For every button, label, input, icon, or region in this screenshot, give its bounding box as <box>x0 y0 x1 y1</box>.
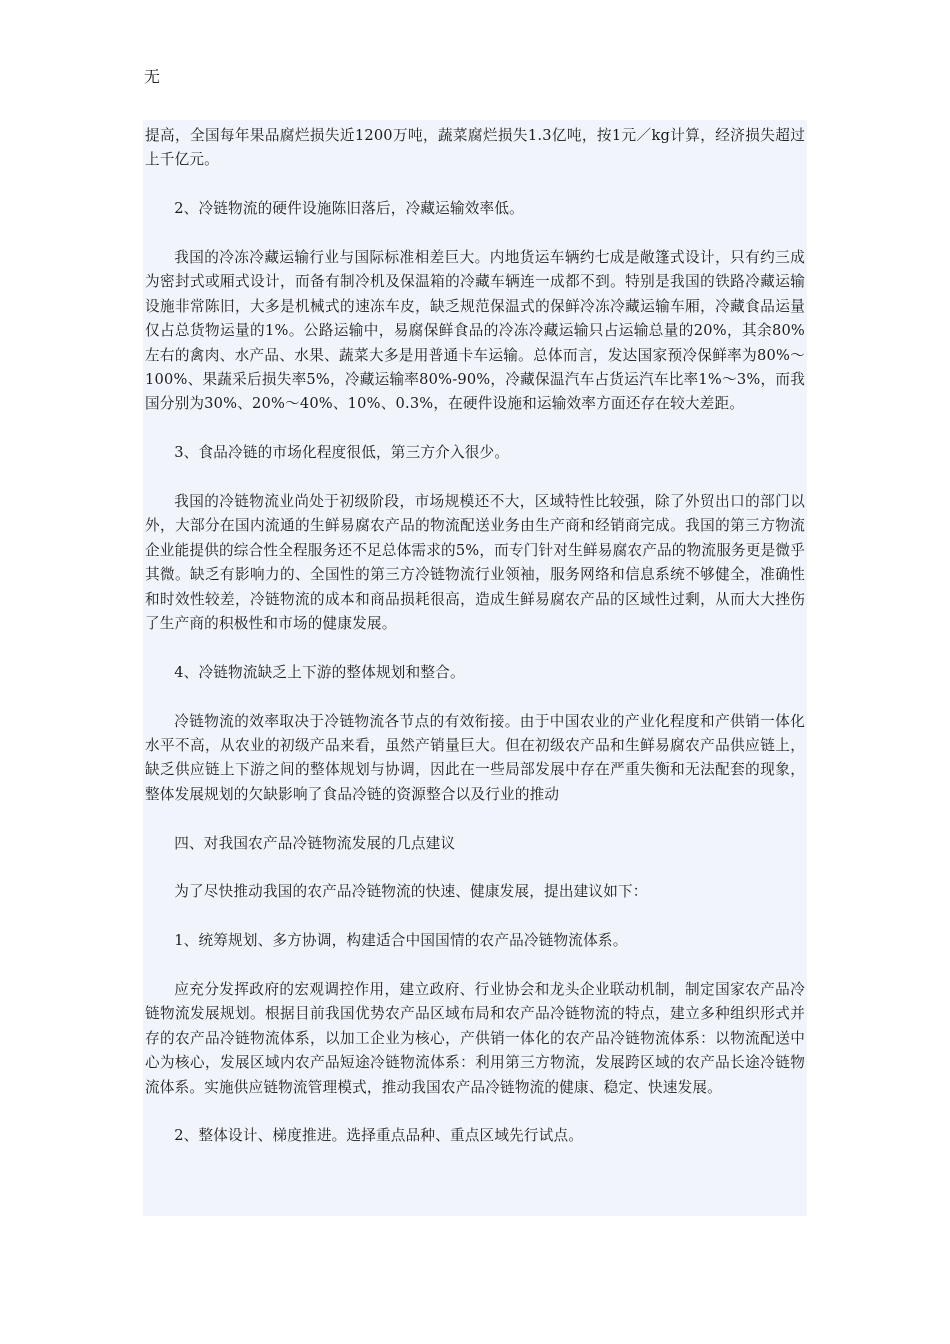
paragraph-hardware-facilities: 我国的冷冻冷藏运输行业与国际标准相差巨大。内地货运车辆约七成是敞篷式设计，只有约三成为密封式或厢式设计，而备有制冷机及保温箱的冷藏车辆连一成都不到。特别是我国的铁路冷藏运输设施非常陈旧，大多是机械式的速冻车皮，缺乏规范保温式的保鲜冷冻冷藏运输车厢，冷藏食品运量仅占总货物运量的1%。公路运输中，易腐保鲜食品的冷冻冷藏运输只占运输总量的20%，其余80%左右的禽肉、水产品、水果、蔬菜大多是用普通卡车运输。总体而言，发达国家预冷保鲜率为80%～100%、果蔬采后损失率5%，冷藏运输率80%-90%，冷藏保温汽车占货运汽车比率1%～3%，而我国分别为30%、20%～40%、10%、0.3%，在硬件设施和运输效率方面还存在较大差距。 <box>145 249 805 413</box>
heading-planning-integration: 4、冷链物流缺乏上下游的整体规划和整合。 <box>174 663 465 681</box>
document-body <box>145 124 805 1149</box>
heading-suggestion-2: 2、整体设计、梯度推进。选择重点品种、重点区域先行试点。 <box>174 1127 584 1145</box>
paragraph-suggestions-intro: 为了尽快推动我国的农产品冷链物流的快速、健康发展，提出建议如下： <box>174 883 648 901</box>
paragraph-losses-continuation: 提高，全国每年果品腐烂损失近1200万吨，蔬菜腐烂损失1.3亿吨，按1元／kg计算，经济损失超过上千亿元。 <box>145 127 805 169</box>
paragraph-planning-integration: 冷链物流的效率取决于冷链物流各节点的有效衔接。由于中国农业的产业化程度和产供销一体化水平不高，从农业的初级产品来看，虽然产销量巨大。但在初级农产品和生鲜易腐农产品供应链上，缺乏供应链上下游之间的整体规划与协调，因此在一些局部发展中存在严重失衡和无法配套的现象，整体发展规划的欠缺影响了食品冷链的资源整合以及行业的推动 <box>145 712 805 803</box>
page-header-mark: 无 <box>144 67 161 86</box>
paragraph-marketization: 我国的冷链物流业尚处于初级阶段，市场规模还不大，区域特性比较强，除了外贸出口的部门以外，大部分在国内流通的生鲜易腐农产品的物流配送业务由生产商和经销商完成。我国的第三方物流企业能提供的综合性全程服务还不足总体需求的5%，而专门针对生鲜易腐农产品的物流服务更是微乎其微。缺乏有影响力的、全国性的第三方冷链物流行业领袖，服务网络和信息系统不够健全，准确性和时效性较差，冷链物流的成本和商品损耗很高，造成生鲜易腐农产品的区域性过剩，从而大大挫伤了生产商的积极性和市场的健康发展。 <box>145 493 805 633</box>
paragraph-suggestion-1: 应充分发挥政府的宏观调控作用，建立政府、行业协会和龙头企业联动机制，制定国家农产品冷链物流发展规划。根据目前我国优势农产品区域布局和农产品冷链物流的特点，建立多种组织形式并存的农产品冷链物流体系，以加工企业为核心，产供销一体化的农产品冷链物流体系：以物流配送中心为核心，发展区域内农产品短途冷链物流体系：利用第三方物流，发展跨区域的农产品长途冷链物流体系。实施供应链物流管理模式，推动我国农产品冷链物流的健康、稳定、快速发展。 <box>145 981 805 1096</box>
heading-hardware-facilities: 2、冷链物流的硬件设施陈旧落后，冷藏运输效率低。 <box>174 200 524 218</box>
section-heading-suggestions: 四、对我国农产品冷链物流发展的几点建议 <box>174 834 456 852</box>
heading-marketization: 3、食品冷链的市场化程度很低，第三方介入很少。 <box>174 444 510 462</box>
heading-suggestion-1: 1、统筹规划、多方协调，构建适合中国国情的农产品冷链物流体系。 <box>174 932 628 950</box>
